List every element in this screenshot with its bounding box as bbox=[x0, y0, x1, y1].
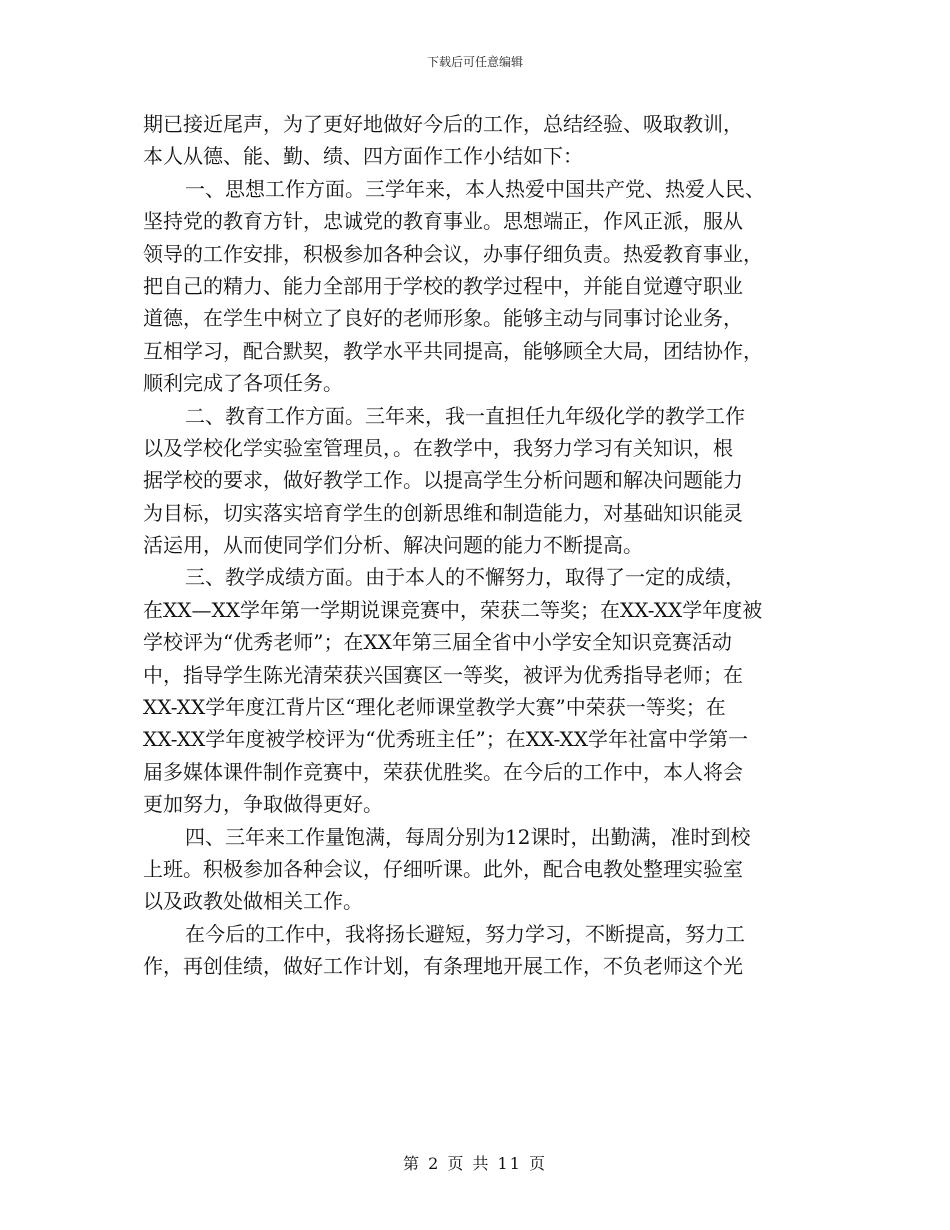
document-body bbox=[143, 108, 823, 983]
text-line: 以及政教处做相关工作。 bbox=[143, 889, 363, 914]
text-line: 作，再创佳绩，做好工作计划，有条理地开展工作，不负老师这个光 bbox=[143, 954, 743, 979]
text-line: XX-XX学年度江背片区“理化老师课堂教学大赛”中荣获一等奖；在 bbox=[143, 695, 726, 720]
text-line: 领导的工作安排，积极参加各种会议，办事仔细负责。热爱教育事业， bbox=[143, 241, 763, 266]
text-line: 道德，在学生中树立了良好的老师形象。能够主动与同事讨论业务， bbox=[143, 306, 743, 331]
text-line: 把自己的精力、能力全部用于学校的教学过程中，并能自觉遵守职业 bbox=[143, 273, 743, 298]
text-line: 上班。积极参加各种会议，仔细听课。此外，配合电教处整理实验室 bbox=[143, 856, 743, 881]
text-line: 在今后的工作中，我将扬长避短，努力学习，不断提高，努力工 bbox=[185, 921, 745, 946]
text-line: 届多媒体课件制作竞赛中，荣获优胜奖。在今后的工作中，本人将会 bbox=[143, 759, 743, 784]
text-line: 一、思想工作方面。三学年来，本人热爱中国共产党、热爱人民、 bbox=[185, 176, 765, 201]
text-line: 以及学校化学实验室管理员，。在教学中，我努力学习有关知识，根 bbox=[143, 435, 733, 460]
text-line: 互相学习，配合默契，教学水平共同提高，能够顾全大局，团结协作， bbox=[143, 338, 763, 363]
text-line: 顺利完成了各项任务。 bbox=[143, 371, 343, 396]
text-line: 坚持党的教育方针，忠诚党的教育事业。思想端正，作风正派，服从 bbox=[143, 209, 743, 234]
text-line: 在XX—XX学年第一学期说课竞赛中，荣获二等奖；在XX-XX学年度被 bbox=[143, 597, 763, 622]
text-line: 三、教学成绩方面。由于本人的不懈努力，取得了一定的成绩， bbox=[185, 565, 745, 590]
text-line: 二、教育工作方面。三年来，我一直担任九年级化学的教学工作 bbox=[185, 403, 745, 428]
page-header: 下载后可任意编辑 bbox=[426, 55, 523, 69]
text-line: 四、三年来工作量饱满，每周分别为12课时，出勤满，准时到校 bbox=[185, 824, 751, 849]
text-line: 据学校的要求，做好教学工作。以提高学生分析问题和解决问题能力 bbox=[143, 468, 743, 493]
page-number-footer: 第 2 页 共 11 页 bbox=[403, 1154, 547, 1173]
text-line: 学校评为“优秀老师”；在XX年第三届全省中小学安全知识竞赛活动 bbox=[143, 630, 732, 655]
text-line: 更加努力，争取做得更好。 bbox=[143, 792, 383, 817]
text-line: 为目标，切实落实培育学生的创新思维和制造能力，对基础知识能灵 bbox=[143, 500, 743, 525]
text-line: 中，指导学生陈光清荣获兴国赛区一等奖，被评为优秀指导老师；在 bbox=[143, 662, 743, 687]
text-line: 活运用，从而使同学们分析、解决问题的能力不断提高。 bbox=[143, 533, 643, 558]
text-line: 期已接近尾声，为了更好地做好今后的工作，总结经验、吸取教训， bbox=[143, 112, 743, 136]
text-line: 本人从德、能、勤、绩、四方面作工作小结如下： bbox=[143, 144, 583, 169]
text-line: XX-XX学年度被学校评为“优秀班主任”；在XX-XX学年社富中学第一 bbox=[143, 727, 749, 752]
